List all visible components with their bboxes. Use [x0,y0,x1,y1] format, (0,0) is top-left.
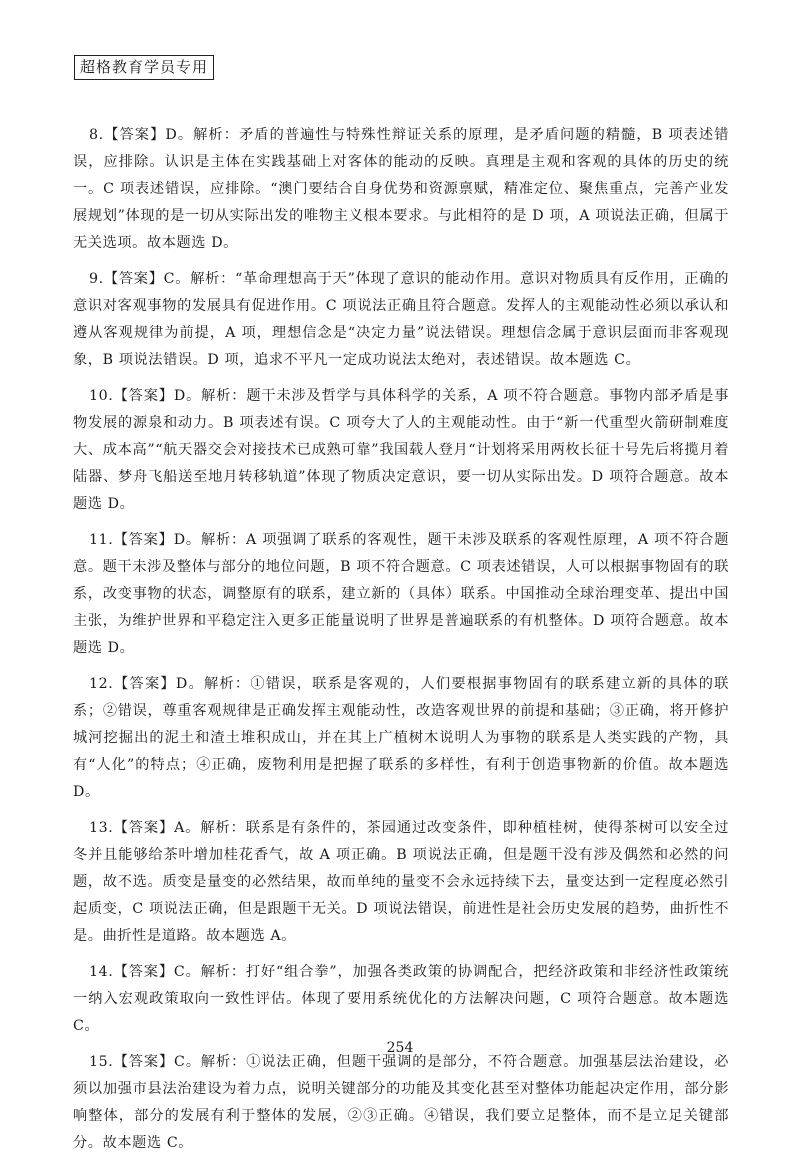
answer-paragraph-13: 13.【答案】A。解析：联系是有条件的，茶园通过改变条件，即种植桂树，使得茶树可以安全过冬并且能够给茶叶增加桂花香气，故 A 项正确。B 项说法正确，但是题干没有涉及偶然和必然的问题，故不选。质变是量变的必然结果，故而单纯的量变不会永远持续下去，量变达到一定程度必然引起质变，C 项说法正确，但是跟题干无关。D 项说法错误，前进性是社会历史发展的趋势，曲折性不是。曲折性是道路。故本题选 A。 [73,820,729,944]
answer-explanations [73,122,729,1166]
header-stamp: 超格教育学员专用 [74,55,214,80]
answer-paragraph-8: 8.【答案】D。解析：矛盾的普遍性与特殊性辩证关系的原理，是矛盾问题的精髓，B 项表述错误，应排除。认识是主体在实践基础上对客体的能动的反映。真理是主观和客观的具体的历史的统一。C 项表述错误，应排除。“澳门要结合自身优势和资源禀赋，精准定位、聚焦重点，完善产业发展规划”体现的是一切从实际出发的唯物主义根本要求。与此相符的是 D 项，A 项说法正确，但属于无关选项。故本题选 D。 [73,127,729,251]
answer-paragraph-14: 14.【答案】C。解析：打好“组合拳”，加强各类政策的协调配合，把经济政策和非经济性政策统一纳入宏观政策取向一致性评估。体现了要用系统优化的方法解决问题，C 项符合题意。故本题选 C。 [73,964,729,1034]
answer-paragraph-9: 9.【答案】C。解析：“革命理想高于天”体现了意识的能动作用。意识对物质具有反作用，正确的意识对客观事物的发展具有促进作用。C 项说法正确且符合题意。发挥人的主观能动性必须以承认和遵从客观规律为前提，A 项，理想信念是“决定力量”说法错误。理想信念属于意识层面而非客观现象，B 项说法错误。D 项，追求不平凡一定成功说法太绝对，表述错误。故本题选 C。 [73,271,729,368]
answer-paragraph-11: 11.【答案】D。解析：A 项强调了联系的客观性，题干未涉及联系的客观性原理，A 项不符合题意。题干未涉及整体与部分的地位问题，B 项不符合题意。C 项表述错误，人可以根据事物固有的联系，改变事物的状态，调整原有的联系，建立新的（具体）联系。中国推动全球治理变革、提出中国主张，为维护世界和平稳定注入更多正能量说明了世界是普遍联系的有机整体。D 项符合题意。故本题选 D。 [73,532,729,656]
answer-paragraph-12: 12.【答案】D。解析：①错误，联系是客观的，人们要根据事物固有的联系建立新的具体的联系；②错误，尊重客观规律是正确发挥主观能动性，改造客观世界的前提和基础；③正确，将开修护城河挖掘出的泥土和渣土堆积成山，并在其上广植树木说明人为事物的联系是人类实践的产物，具有“人化”的特点；④正确，废物利用是把握了联系的多样性，有利于创造事物新的价值。故本题选 D。 [73,676,729,800]
page-number: 254 [386,1040,414,1056]
answer-paragraph-15: 15.【答案】C。解析：①说法正确，但题干强调的是部分，不符合题意。加强基层法治建设，必须以加强市县法治建设为着力点，说明关键部分的功能及其变化甚至对整体功能起决定作用，部分影响整体，部分的发展有利于整体的发展，②③正确。④错误，我们要立足整体，而不是立足关键部分。故本题选 C。 [73,1054,729,1151]
answer-paragraph-10: 10.【答案】D。解析：题干未涉及哲学与具体科学的关系，A 项不符合题意。事物内部矛盾是事物发展的源泉和动力。B 项表述有误。C 项夸大了人的主观能动性。由于“新一代重型火箭研制难度大、成本高”“航天器交会对接技术已成熟可靠”我国载人登月“计划将采用两枚长征十号先后将揽月着陆器、梦舟飞船送至地月转移轨道”体现了物质决定意识，要一切从实际出发。D 项符合题意。故本题选 D。 [73,388,729,512]
